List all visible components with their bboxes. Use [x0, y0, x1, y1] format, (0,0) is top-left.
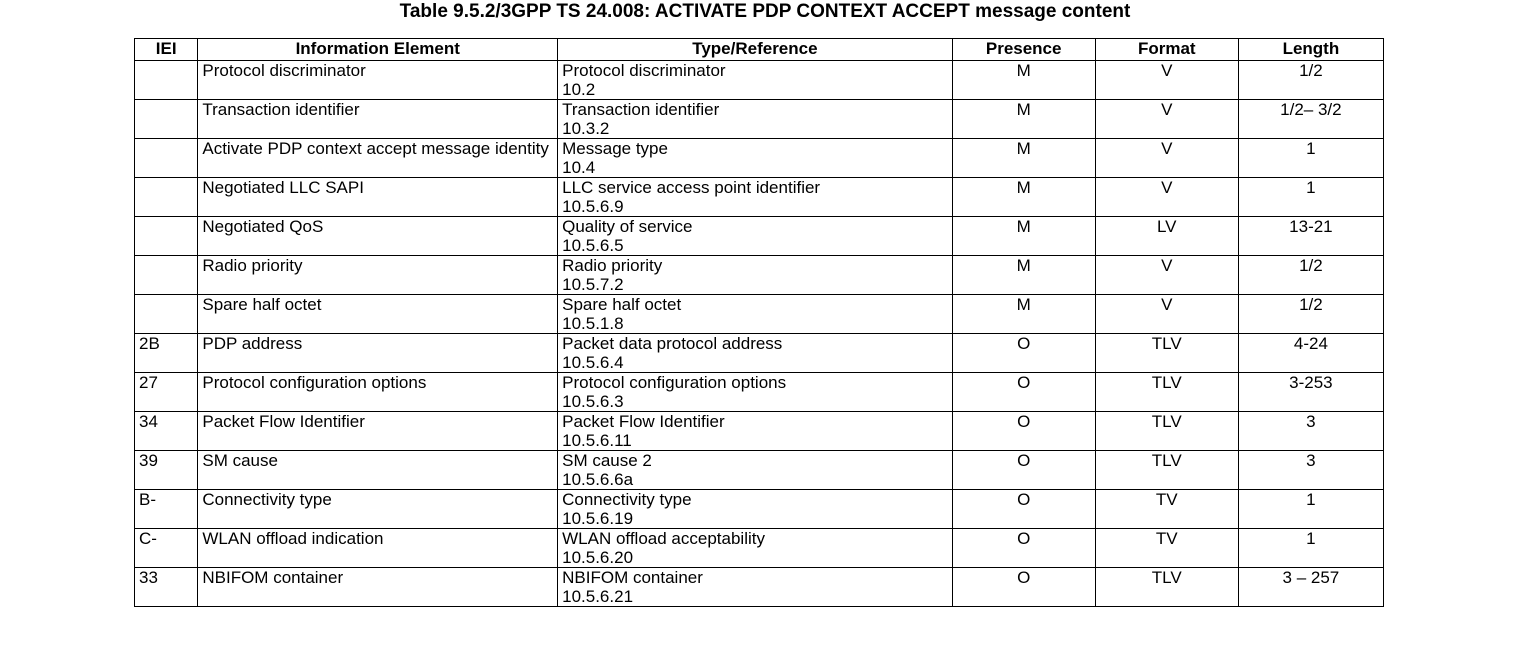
type-name: Quality of service: [562, 217, 693, 236]
table-row: [135, 529, 1384, 568]
cell-length: 1/2– 3/2: [1238, 100, 1383, 139]
cell-type-reference: [558, 451, 953, 490]
cell-iei: [135, 178, 198, 217]
type-name: Connectivity type: [562, 490, 692, 509]
cell-presence: M: [952, 139, 1095, 178]
cell-type-reference: [558, 334, 953, 373]
cell-type-reference: [558, 490, 953, 529]
table-row: [135, 61, 1384, 100]
cell-presence: O: [952, 373, 1095, 412]
header-information-element: Information Element: [198, 39, 558, 61]
reference-number: 10.2: [562, 80, 596, 99]
reference-number: 10.5.6.20: [562, 548, 634, 567]
cell-type-reference: [558, 178, 953, 217]
cell-length: 4-24: [1238, 334, 1383, 373]
cell-information-element: Negotiated QoS: [198, 217, 558, 256]
cell-length: 13-21: [1238, 217, 1383, 256]
cell-presence: O: [952, 490, 1095, 529]
cell-iei: 27: [135, 373, 198, 412]
reference-number: 10.5.6.19: [562, 509, 634, 528]
cell-type-reference: [558, 295, 953, 334]
header-row: [135, 39, 1384, 61]
cell-length: 1: [1238, 529, 1383, 568]
cell-format: V: [1095, 139, 1238, 178]
cell-presence: M: [952, 295, 1095, 334]
cell-type-reference: [558, 256, 953, 295]
cell-presence: M: [952, 256, 1095, 295]
cell-iei: 39: [135, 451, 198, 490]
cell-presence: M: [952, 178, 1095, 217]
cell-presence: O: [952, 334, 1095, 373]
cell-length: 3: [1238, 451, 1383, 490]
cell-iei: 2B: [135, 334, 198, 373]
header-iei: IEI: [135, 39, 198, 61]
cell-format: TLV: [1095, 373, 1238, 412]
table-row: [135, 568, 1384, 607]
reference-number: 10.5.7.2: [562, 275, 624, 294]
cell-presence: O: [952, 451, 1095, 490]
cell-type-reference: [558, 529, 953, 568]
reference-number: 10.5.6.4: [562, 353, 624, 372]
cell-information-element: Packet Flow Identifier: [198, 412, 558, 451]
type-name: Protocol configuration options: [562, 373, 787, 392]
table-row: [135, 490, 1384, 529]
cell-presence: O: [952, 568, 1095, 607]
cell-length: 1/2: [1238, 61, 1383, 100]
cell-format: V: [1095, 100, 1238, 139]
table-row: [135, 412, 1384, 451]
cell-type-reference: [558, 61, 953, 100]
type-name: SM cause 2: [562, 451, 652, 470]
cell-presence: M: [952, 217, 1095, 256]
cell-iei: [135, 61, 198, 100]
table-row: [135, 217, 1384, 256]
cell-iei: [135, 256, 198, 295]
cell-type-reference: [558, 139, 953, 178]
header-type-reference: Type/Reference: [558, 39, 953, 61]
cell-length: 1: [1238, 139, 1383, 178]
type-name: NBIFOM container: [562, 568, 703, 587]
cell-length: 3 – 257: [1238, 568, 1383, 607]
cell-format: TLV: [1095, 412, 1238, 451]
cell-information-element: Protocol configuration options: [198, 373, 558, 412]
cell-presence: M: [952, 100, 1095, 139]
type-name: LLC service access point identifier: [562, 178, 821, 197]
type-name: Protocol discriminator: [562, 61, 726, 80]
cell-information-element: Negotiated LLC SAPI: [198, 178, 558, 217]
cell-iei: [135, 295, 198, 334]
cell-iei: B-: [135, 490, 198, 529]
table-row: [135, 373, 1384, 412]
cell-type-reference: [558, 412, 953, 451]
cell-iei: [135, 217, 198, 256]
table-row: [135, 178, 1384, 217]
cell-type-reference: [558, 373, 953, 412]
cell-format: V: [1095, 178, 1238, 217]
cell-iei: 33: [135, 568, 198, 607]
cell-format: V: [1095, 256, 1238, 295]
cell-format: V: [1095, 61, 1238, 100]
reference-number: 10.5.6.11: [562, 431, 632, 450]
header-length: Length: [1238, 39, 1383, 61]
cell-iei: 34: [135, 412, 198, 451]
cell-information-element: Connectivity type: [198, 490, 558, 529]
cell-format: V: [1095, 295, 1238, 334]
cell-format: TV: [1095, 490, 1238, 529]
cell-information-element: PDP address: [198, 334, 558, 373]
cell-type-reference: [558, 100, 953, 139]
type-name: Spare half octet: [562, 295, 682, 314]
cell-iei: [135, 100, 198, 139]
cell-information-element: NBIFOM container: [198, 568, 558, 607]
table-caption: Table 9.5.2/3GPP TS 24.008: ACTIVATE PDP CONTEXT ACCEPT message content: [399, 1, 1131, 22]
cell-format: TV: [1095, 529, 1238, 568]
table-row: [135, 295, 1384, 334]
reference-number: 10.4: [562, 158, 596, 177]
cell-information-element: Protocol discriminator: [198, 61, 558, 100]
reference-number: 10.5.6.9: [562, 197, 624, 216]
cell-presence: O: [952, 529, 1095, 568]
type-name: WLAN offload acceptability: [562, 529, 765, 548]
cell-format: TLV: [1095, 568, 1238, 607]
cell-length: 1/2: [1238, 256, 1383, 295]
cell-format: TLV: [1095, 451, 1238, 490]
cell-length: 1/2: [1238, 295, 1383, 334]
reference-number: 10.5.6.21: [562, 587, 634, 606]
table-row: [135, 139, 1384, 178]
header-format: Format: [1095, 39, 1238, 61]
cell-length: 3-253: [1238, 373, 1383, 412]
cell-information-element: Activate PDP context accept message identity: [198, 139, 558, 178]
cell-information-element: Transaction identifier: [198, 100, 558, 139]
type-name: Message type: [562, 139, 668, 158]
cell-length: 3: [1238, 412, 1383, 451]
type-name: Transaction identifier: [562, 100, 720, 119]
message-content-table: [134, 38, 1384, 607]
table-row: [135, 334, 1384, 373]
cell-format: TLV: [1095, 334, 1238, 373]
cell-information-element: Spare half octet: [198, 295, 558, 334]
cell-presence: O: [952, 412, 1095, 451]
reference-number: 10.5.6.3: [562, 392, 624, 411]
cell-presence: M: [952, 61, 1095, 100]
reference-number: 10.5.6.6a: [562, 470, 634, 489]
cell-information-element: SM cause: [198, 451, 558, 490]
reference-number: 10.5.6.5: [562, 236, 624, 255]
cell-format: LV: [1095, 217, 1238, 256]
reference-number: 10.3.2: [562, 119, 610, 138]
table-row: [135, 100, 1384, 139]
cell-length: 1: [1238, 178, 1383, 217]
header-presence: Presence: [952, 39, 1095, 61]
cell-information-element: Radio priority: [198, 256, 558, 295]
cell-type-reference: [558, 568, 953, 607]
cell-type-reference: [558, 217, 953, 256]
cell-iei: C-: [135, 529, 198, 568]
type-name: Radio priority: [562, 256, 663, 275]
cell-iei: [135, 139, 198, 178]
table-row: [135, 451, 1384, 490]
cell-information-element: WLAN offload indication: [198, 529, 558, 568]
type-name: Packet Flow Identifier: [562, 412, 725, 431]
cell-length: 1: [1238, 490, 1383, 529]
type-name: Packet data protocol address: [562, 334, 783, 353]
table-row: [135, 256, 1384, 295]
reference-number: 10.5.1.8: [562, 314, 624, 333]
